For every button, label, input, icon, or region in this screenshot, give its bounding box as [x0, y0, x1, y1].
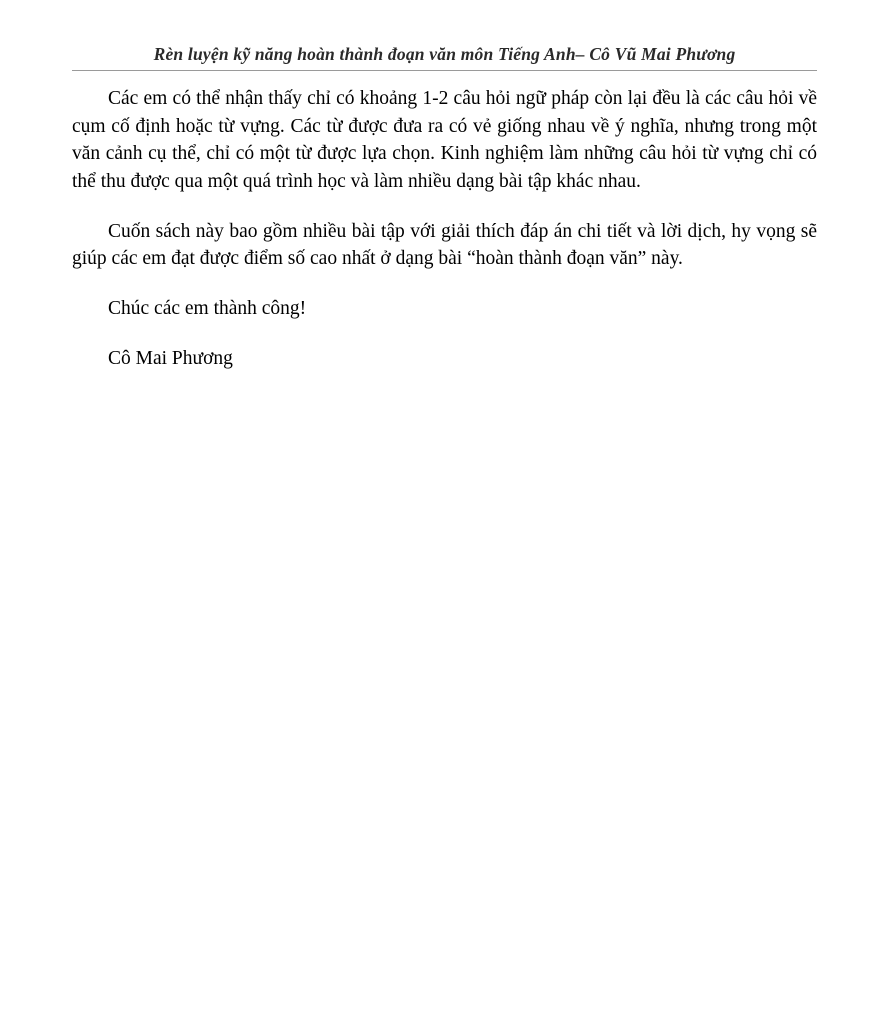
running-title: Rèn luyện kỹ năng hoàn thành đoạn văn môn Tiếng Anh– Cô Vũ Mai Phương	[153, 44, 736, 64]
paragraph-4-signature: Cô Mai Phương	[108, 347, 233, 369]
header-divider	[72, 70, 817, 71]
paragraph-3: Chúc các em thành công!	[108, 298, 307, 320]
document-body	[72, 85, 817, 373]
page-header	[72, 44, 817, 70]
paragraph-2: Cuốn sách này bao gồm nhiều bài tập với giải thích đáp án chi tiết và lời dịch, hy vọng sẽ giúp các em đạt được điểm số cao nhất ở dạng bài “hoàn thành đoạn văn” này.	[72, 220, 817, 270]
paragraph-1: Các em có thể nhận thấy chỉ có khoảng 1-2 câu hỏi ngữ pháp còn lại đều là các câu hỏi về cụm cố định hoặc từ vựng. Các từ được đưa ra có vẻ giống nhau về ý nghĩa, nhưng trong một văn cảnh cụ thể, chỉ có một từ được lựa chọn. Kinh nghiệm làm những câu hỏi từ vựng chỉ có thể thu được qua một quá trình học và làm nhiều dạng bài tập khác nhau.	[72, 88, 817, 193]
